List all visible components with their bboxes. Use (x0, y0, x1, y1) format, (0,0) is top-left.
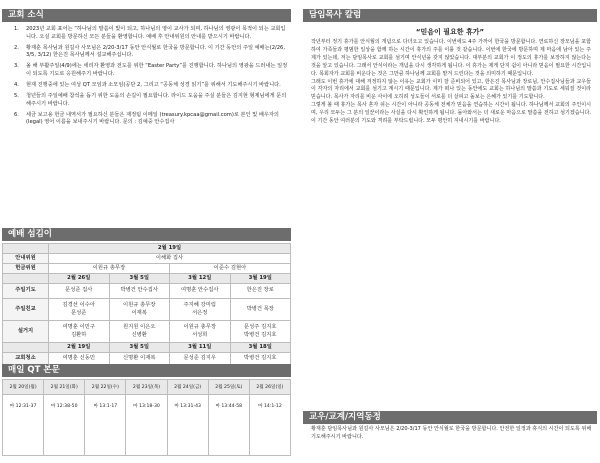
news-item-number: 2. (14, 44, 19, 51)
worship-cell: 문성준 김지우 (170, 353, 231, 366)
worship-cell: 3월 11일 (170, 343, 231, 353)
worship-cell: 원지원 이은오 신병환 (109, 321, 170, 343)
news-item-number: 6. (14, 111, 19, 118)
worship-servants-header: 예배 섬김이 (2, 228, 291, 241)
column-paragraph: 그렇게 볼 때 휴가는 목사 혼자 쉬는 시간이 아니라 공동체 전체가 믿음을 연습하는 시간이 됩니다. 하나님께서 교회의 주인이시며, 우리 모두는 그 분의 일꾼이라는 사실을 다시 확인하게 됩니다. 돌아와서는 더 새로운 마음으로 말씀을 전하고 섬기겠습니다. 이 기간 동안 여러분의 기도와 격려를 부탁드립니다. 모두 평안히 지내시기를 바랍니다. (311, 102, 591, 125)
worship-row (3, 244, 291, 254)
news-item (6, 63, 289, 78)
worship-cell: 여명훈 안수집사 (170, 284, 231, 299)
worship-cell: 문성준 집사 (49, 284, 110, 299)
worship-row (3, 264, 291, 274)
worship-cell: 3월 19일 (230, 274, 291, 284)
worship-cell: 박병건 안수집사 (109, 284, 170, 299)
church-news-header: 교회 소식 (2, 9, 291, 22)
worship-row-label (3, 343, 49, 353)
worship-cell: 2월 26일 (49, 274, 110, 284)
news-item (6, 112, 289, 127)
worship-cell: 신명환 이재복 (109, 353, 170, 366)
column-paragraph: 그래도 이번 휴가에 대해 걱정하지 않는 이유는 교회가 이미 잘 준비되어 있고, 한은진 목사님과 장로님, 안수집사님들과 교우들이 각자의 자리에서 교회를 섬기고 계시기 때문입니다. 제가 떠나 있는 동안에도 교회는 하나님의 말씀과 기도로 세워질 것이라 믿습니다. 목사가 자리를 비운 사이에 오히려 성도들이 서로를 더 살피고 돌보는 은혜가 있기를 기도합니다. (311, 78, 591, 101)
worship-row-label: 주일친교 (3, 299, 49, 321)
news-item-text: 세금 보고용 헌금 내역서가 필요하신 분들은 재정팀 이메일 (treasury.kpcaa@gmail.com)로 본인 및 배우자의 (legal) 영어 이름을 보내주시기 바랍니다. 문의 : 김예중 안수집사 (26, 111, 279, 126)
qt-date: 2월 23일(목) (126, 380, 167, 395)
worship-cell: 3월 12일 (170, 274, 231, 284)
worship-row (3, 274, 291, 284)
worship-row (3, 254, 291, 264)
daily-qt-table (2, 379, 291, 456)
worship-row-label: 설거지 (3, 321, 49, 343)
news-item-number: 5. (14, 93, 19, 100)
qt-reference: 마 13:18-30 (126, 395, 167, 456)
news-item-text: 청년들의 주일예배 참석을 돕기 위한 도움의 손길이 필요합니다. 라이드 도움을 주실 분들은 김지현 형제님에게 문의해주시기 바랍니다. (26, 93, 287, 107)
news-item-text: 황재훈 목사님과 원길사 사모님은 2/20-3/17 동안 안식월로 한국을 방문합니다. 이 기간 동안의 주일 예배는(2/26, 3/5, 3/12) 한은진 목사님께서 설교해주십니다. (26, 44, 286, 59)
worship-cell: 3월 18일 (230, 343, 291, 353)
news-item-text: 올 해 부활주일(4/9)에는 세리자 환영과 전도를 위한 “Easter Party”를 진행합니다. 하나님의 영광을 드러내는 일정이 되도록 기도로 응원해주기 바랍니다. (26, 63, 288, 77)
worship-cell: 2월 19일 (49, 244, 291, 254)
column-body (311, 39, 591, 126)
worship-cell: 여명훈 신동민 (49, 353, 110, 366)
news-item (6, 82, 289, 90)
qt-reference: 마 13:31-43 (167, 395, 208, 456)
pastor-column-header: 담임목사 칼럼 (303, 9, 597, 22)
worship-cell: 김경선 이수아 문성준 (49, 299, 110, 321)
worship-row (3, 321, 291, 343)
worship-row (3, 284, 291, 299)
worship-row-label: 헌금위원 (3, 264, 49, 274)
worship-row-label (3, 244, 49, 254)
worship-cell: 주지혜 강미림 서은정 (170, 299, 231, 321)
worship-row-label: 안내위원 (3, 254, 49, 264)
worship-cell: 3월 5일 (109, 274, 170, 284)
worship-cell: 박병건 목장 (230, 299, 291, 321)
worship-cell: 이준수 김현아 (170, 264, 291, 274)
worship-cell: 2월 19일 (49, 343, 110, 353)
worship-cell: 여명훈 이민구 김환하 (49, 321, 110, 343)
worship-row (3, 299, 291, 321)
worship-cell: 이원규 총무장 (49, 264, 170, 274)
qt-reference: 마 12:31-37 (3, 395, 44, 456)
column-title: “믿음이 필요한 휴가” (415, 28, 485, 36)
worship-cell: 한은진 장로 (230, 284, 291, 299)
worship-cell: 박병건 김지호 (230, 353, 291, 366)
qt-date: 2월 22일(수) (85, 380, 126, 395)
community-news-header: 교우/교계/지역동정 (303, 411, 597, 424)
qt-date: 2월 20일(월) (3, 380, 44, 395)
news-item (6, 45, 289, 60)
news-item-text: 현재 진행중에 있는 여성 QT 모임과 소모임(공단 2, 그리고 “공동체 성경 읽기”를 위해서 기도해주시기 바랍니다. (26, 82, 281, 89)
qt-date: 2월 21일(화) (44, 380, 85, 395)
worship-row-label: 교회청소 (3, 353, 49, 366)
news-item-number: 4. (14, 82, 19, 89)
news-item-text: 2023년 교회 표어는 “하나님의 말씀이 빛이 되고, 하나님의 영이 교사가 되며, 하나님의 영광이 목적이 되는 교회입니다. 오실 교회를 방문하신 모든 분들을 환영합니다. 예배 후 안내위원의 안내를 받으시기 바랍니다. (26, 26, 286, 40)
qt-reference: 마 13:44-58 (208, 395, 249, 456)
worship-row (3, 343, 291, 353)
community-news-text: 황재훈 담임목사님과 원길사 사모님은 2/20-3/17 동안 안식월로 한국을 방문합니다. 안전한 일정과 휴식의 시간이 되도록 위해 기도해주시기 바랍니다. (311, 426, 592, 440)
qt-reference: 마 13:1-17 (85, 395, 126, 456)
qt-date: 2월 25일(토) (208, 380, 249, 395)
news-item-number: 1. (14, 26, 19, 32)
news-item-number: 3. (14, 63, 19, 70)
daily-qt-header: 매일 QT 본문 (2, 364, 291, 377)
qt-date: 2월 26일(일) (249, 380, 290, 395)
qt-reference: 마 14:1-12 (249, 395, 290, 456)
column-paragraph: 작년부터 정기 휴가를 안식월의 개념으로 다녀오고 있습니다. 이번에도 4주 가까이 한국을 방문합니다. 연로하신 장모님을 포함하여 가족들과 평범한 일상을 함께 하는 시간이 휴가의 주를 이룰 것 같습니다. 이번에 한국에 방문하며 제 마음에 남아 있는 주제가 있는데, 저는 담임목사로 교회를 섬기며 안식년을 갖지 않았습니다. 대부분의 교회가 이 정도의 휴가를 보장하지 않는다는 것을 알고 있습니다. 그래서 안식이라는 개념을 다시 생각하게 됩니다. 이 휴가는 제게 단지 쉼이 아니라 믿음이 필요한 시간입니다. 목회자가 교회를 비운다는 것은 그만큼 하나님께 교회를 맡겨 드린다는 것을 의미하기 때문입니다. (311, 39, 591, 77)
worship-cell: 이원규 총무장 이재복 (109, 299, 170, 321)
qt-reference: 마 12:38-50 (44, 395, 85, 456)
worship-cell: 이원규 총무장 서성희 (170, 321, 231, 343)
worship-servants-table (2, 243, 291, 366)
worship-cell: 3월 5일 (109, 343, 170, 353)
worship-cell: 이해화 집사 (49, 254, 291, 264)
worship-row-label (3, 274, 49, 284)
news-item (6, 26, 289, 41)
church-news-list (6, 26, 289, 131)
worship-cell: 문성주 김지호 박병건 김지호 (230, 321, 291, 343)
qt-date: 2월 24일(금) (167, 380, 208, 395)
worship-row-label: 주일기도 (3, 284, 49, 299)
news-item (6, 93, 289, 108)
